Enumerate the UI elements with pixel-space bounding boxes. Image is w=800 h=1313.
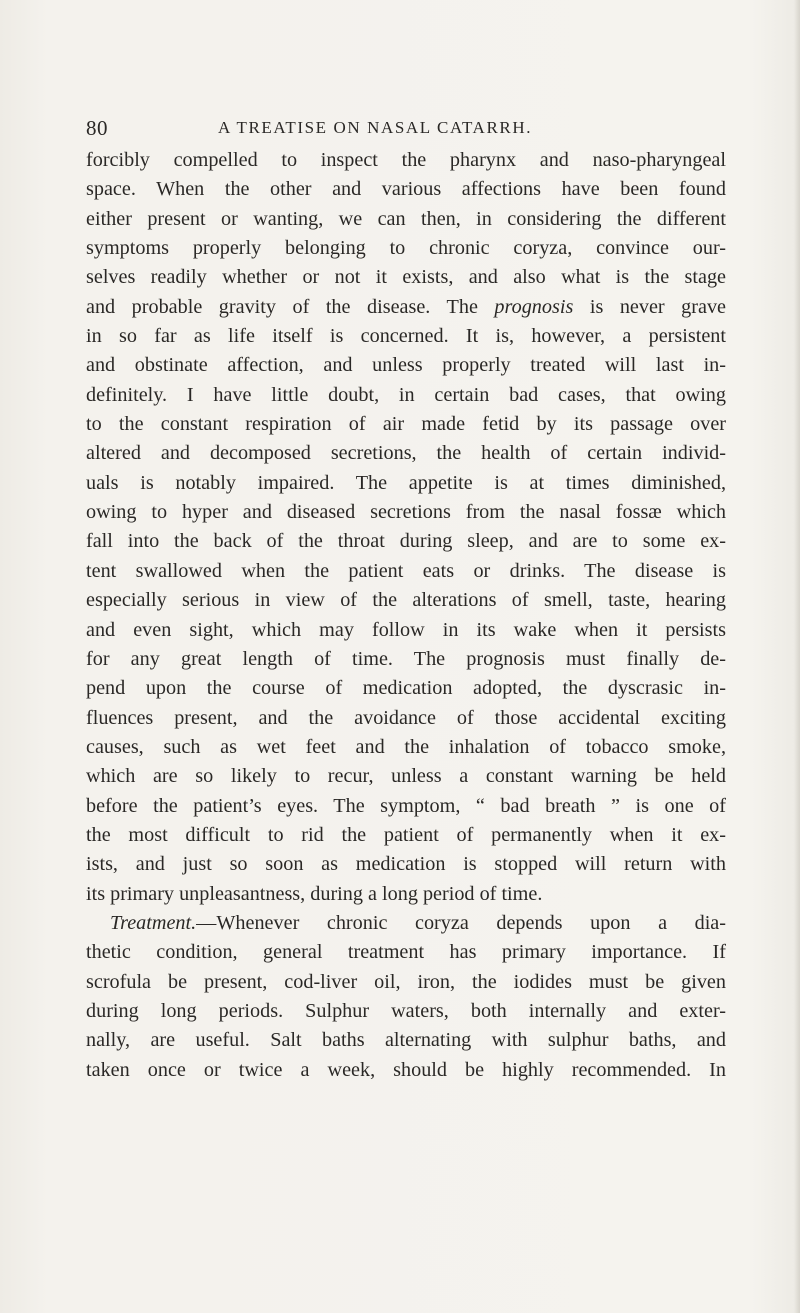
text-line: definitely. I have little doubt, in certain bad cases, that owing <box>86 383 726 406</box>
text-line: which are so likely to recur, unless a constant warning be held <box>86 765 726 788</box>
text-line: forcibly compelled to inspect the pharynx and naso-pharyngeal <box>86 149 726 171</box>
text-fragment: is never grave <box>589 295 726 318</box>
text-line: its primary unpleasantness, during a long period of time. <box>86 882 543 905</box>
text-line: before the patient’s eyes. The symptom, “ bad breath ” is one of <box>86 794 726 817</box>
text-line: in so far as life itself is concerned. It is, however, a persistent <box>86 325 726 348</box>
text-line-prognosis <box>86 293 726 322</box>
body-text <box>86 146 726 1085</box>
text-line: the most difficult to rid the patient of permanently when it ex- <box>86 823 726 846</box>
text-line: causes, such as wet feet and the inhalation of tobacco smoke, <box>86 735 726 758</box>
text-line: symptoms properly belonging to chronic coryza, convince our- <box>86 237 726 260</box>
text-line: fluences present, and the avoidance of those accidental exciting <box>86 706 726 729</box>
text-line: to the constant respiration of air made fetid by its passage over <box>86 413 726 436</box>
text-line: uals is notably impaired. The appetite is at times diminished, <box>86 471 726 494</box>
text-line: especially serious in view of the alterations of smell, taste, hearing <box>86 589 726 612</box>
italic-term-prognosis: prognosis <box>494 295 574 318</box>
page-header <box>86 116 726 140</box>
text-line: tent swallowed when the patient eats or drinks. The disease is <box>86 559 726 582</box>
text-line: nally, are useful. Salt baths alternating with sulphur baths, and <box>86 1029 726 1052</box>
running-head: A TREATISE ON NASAL CATARRH. <box>218 118 533 137</box>
text-line: and even sight, which may follow in its wake when it persists <box>86 618 726 641</box>
text-line: space. When the other and various affections have been found <box>86 178 726 201</box>
text-line: ists, and just so soon as medication is stopped will return with <box>86 853 726 876</box>
text-line: selves readily whether or not it exists, and also what is the stage <box>86 266 726 289</box>
text-fragment: The <box>446 295 478 318</box>
text-line: scrofula be present, cod-liver oil, iron, the iodides must be given <box>86 970 726 993</box>
text-line: fall into the back of the throat during sleep, and are to some ex- <box>86 530 726 553</box>
text-line-treatment <box>86 909 726 938</box>
text-line: owing to hyper and diseased secretions from the nasal fossæ which <box>86 501 726 524</box>
text-fragment: and probable gravity of the disease. <box>86 295 431 318</box>
text-line: altered and decomposed secretions, the health of certain individ- <box>86 442 726 465</box>
italic-heading-treatment: Treatment. <box>110 911 197 934</box>
text-fragment: —Whenever chronic coryza depends upon a dia- <box>196 911 726 934</box>
text-line: for any great length of time. The prognosis must finally de- <box>86 647 726 670</box>
text-line: either present or wanting, we can then, in considering the different <box>86 207 726 230</box>
text-line: during long periods. Sulphur waters, both internally and exter- <box>86 999 726 1022</box>
text-line: pend upon the course of medication adopted, the dyscrasic in- <box>86 677 726 700</box>
text-line: taken once or twice a week, should be highly recommended. In <box>86 1058 726 1081</box>
page-number: 80 <box>86 116 108 140</box>
text-line: and obstinate affection, and unless properly treated will last in- <box>86 354 726 377</box>
text-line: thetic condition, general treatment has primary importance. If <box>86 941 726 964</box>
page-edge-shadow <box>794 0 800 1313</box>
